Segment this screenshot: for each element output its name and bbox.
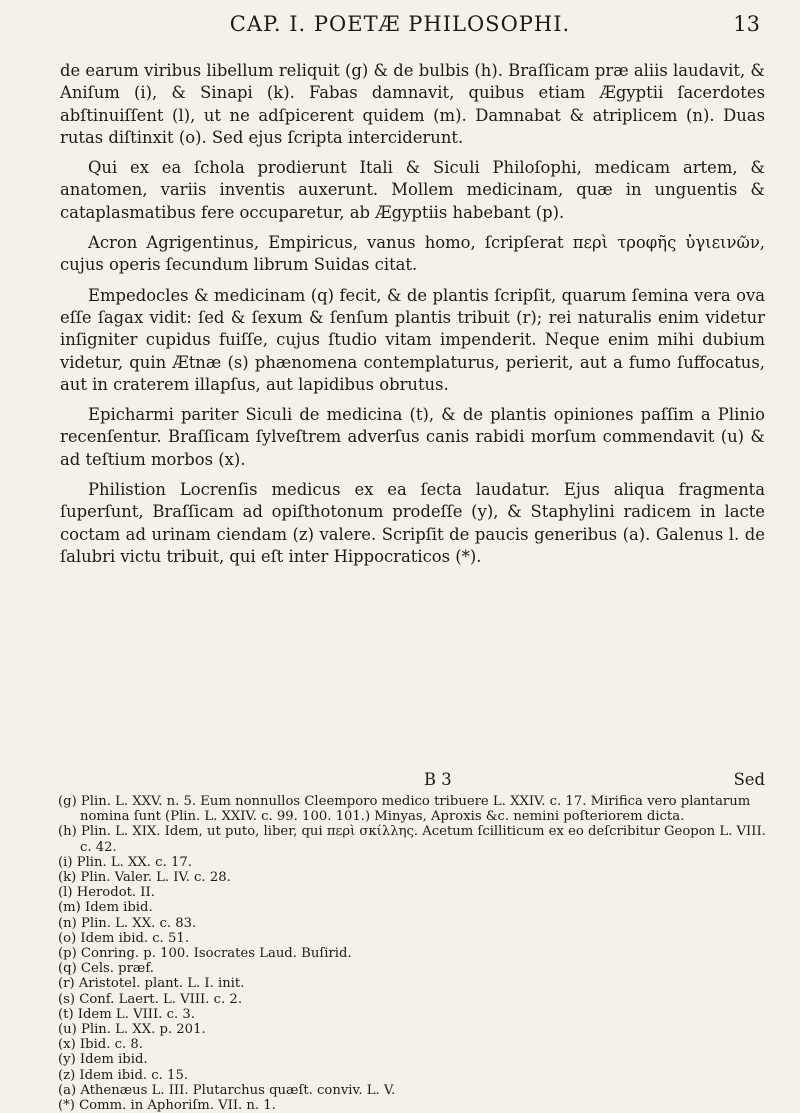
footnote: (h) Plin. L. XIX. Idem, ut puto, liber, qui περὶ σκίλλης. Acetum ſcilliticum ex eo deſcribitur Geopon L. VIII. c. 42. <box>58 824 766 855</box>
footnotes <box>58 794 770 1113</box>
footnote: (o) Idem ibid. c. 51. <box>58 930 190 946</box>
paragraph: Qui ex ea ſchola prodierunt Itali & Siculi Philoſophi, medicam artem, & anatomen, variis inventis auxerunt. Mollem medicinam, quæ in unguentis & cataplasmatibus fere occuparetur, ab Ægyptiis habebant (p). <box>60 158 765 222</box>
footnote: (s) Conf. Laert. L. VIII. c. 2. <box>58 991 243 1007</box>
footnote: (l) Herodot. II. <box>58 885 155 901</box>
paragraph: de earum viribus libellum reliquit (g) & de bulbis (h). Braſſicam præ aliis laudavit, & Aniſum (i), & Sinapi (k). Fabas damnavit, quibus etiam Ægyptii ſacerdotes abſtinuiſſent (l), ut ne adſpicerent quidem (m). Damnabat & atriplicem (n). Duas rutas diſtinxit (o). Sed ejus ſcripta interciderunt. <box>60 61 765 147</box>
footnote: (a) Athenæus L. III. Plutarchus quæſt. conviv. L. V. <box>58 1082 396 1098</box>
footnote: (n) Plin. L. XX. c. 83. <box>58 915 197 931</box>
footnote: (q) Cels. præf. <box>58 961 154 977</box>
footnote: (z) Idem ibid. c. 15. <box>58 1067 189 1083</box>
footnote: (g) Plin. L. XXV. n. 5. Eum nonnullos Cleemporo medico tribuere L. XXIV. c. 17. Mirifica vero plantarum nomina ſunt (Plin. L. XXIV. c. 99. 100. 101.) Minyas, Aproxis &c. nemini poſteriorem dicta. <box>58 794 751 825</box>
footnote: (k) Plin. Valer. L. IV. c. 28. <box>58 870 231 886</box>
footnote: (i) Plin. L. XX. c. 17. <box>58 854 192 870</box>
footnote: (x) Ibid. c. 8. <box>58 1037 143 1053</box>
running-head <box>0 6 800 46</box>
footnote: (t) Idem L. VIII. c. 3. <box>58 1006 195 1022</box>
catchword: Sed <box>733 770 765 789</box>
page-number: 13 <box>733 12 760 36</box>
footnote: (r) Aristotel. plant. L. I. init. <box>58 976 245 992</box>
paragraph: Epicharmi pariter Siculi de medicina (t), & de plantis opiniones paſſim a Plinio recenſentur. Braſſicam ſylveſtrem adverſus canis rabidi morſum commendavit (u) & ad teſtium morbos (x). <box>60 405 765 469</box>
main-text <box>60 60 765 576</box>
running-title: CAP. I. POETÆ PHILOSOPHI. <box>229 12 571 36</box>
footnote: (y) Idem ibid. <box>58 1052 148 1068</box>
paragraph: Empedocles & medicinam (q) fecit, & de plantis ſcripſit, quarum ſemina vera ova eſſe ſagax vidit: ſed & ſexum & ſenſum plantis tribuit (r); rei naturalis enim videtur inſigniter cupidus fuiſſe, cujus ſtudio vitam impenderit. Neque enim mihi dubium videtur, quin Ætnæ (s) phænomena contemplaturus, perierit, aut a fumo ſuffocatus, aut in craterem illapſus, aut lapidibus obrutus. <box>60 285 765 394</box>
signature-mark: B 3 <box>424 770 452 789</box>
footnote: (m) Idem ibid. <box>58 900 153 916</box>
footnote: (*) Comm. in Aphoriſm. VII. n. 1. <box>58 1098 276 1113</box>
footnote: (p) Conring. p. 100. Isocrates Laud. Buſirid. <box>58 946 352 962</box>
paragraph: Acron Agrigentinus, Empiricus, vanus homo, ſcripſerat περὶ τροφῆς ὑγιεινῶν, cujus operis ſecundum librum Suidas citat. <box>60 233 765 275</box>
paragraph: Philistion Locrenſis medicus ex ea ſecta laudatur. Ejus aliqua fragmenta ſuperſunt, Braſſicam ad opiſthotonum prodeſſe (y), & Staphylini radicem in lacte coctam ad urinam ciendam (z) valere. Scripſit de paucis generibus (a). Galenus l. de ſalubri victu tribuit, qui eſt inter Hippocraticos (*). <box>60 480 765 566</box>
footnote: (u) Plin. L. XX. p. 201. <box>58 1022 206 1038</box>
